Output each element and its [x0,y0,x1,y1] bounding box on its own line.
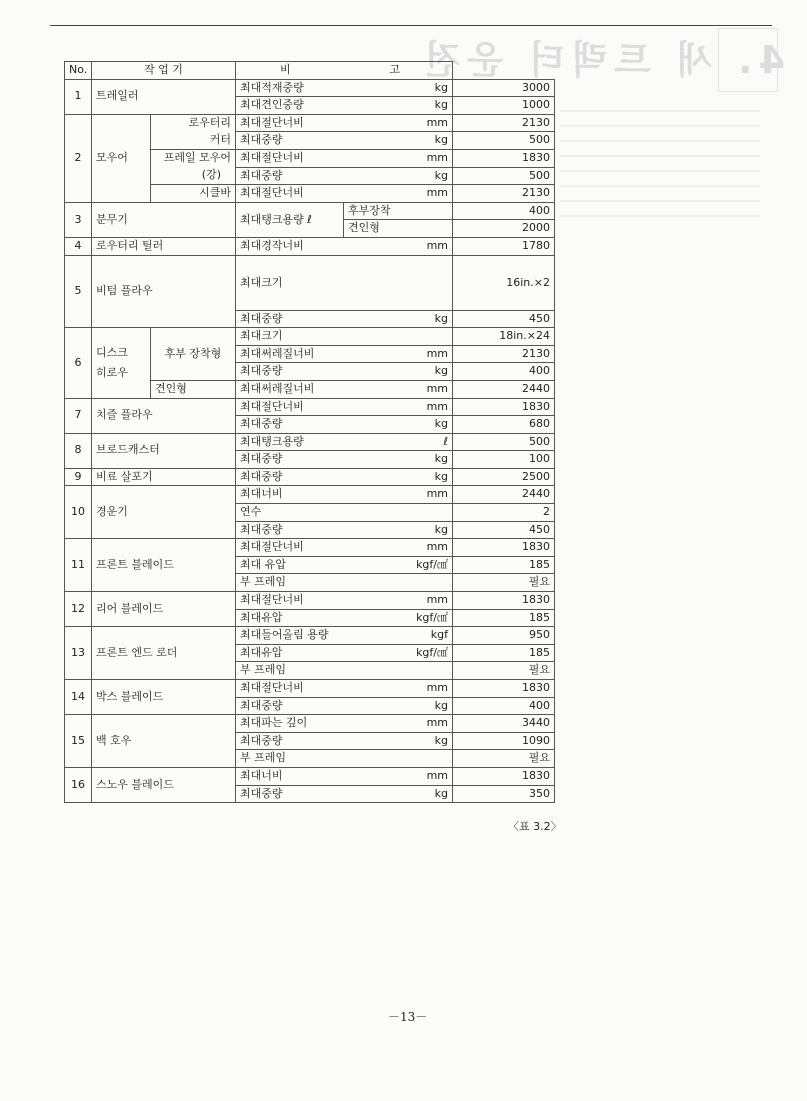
row-value: 2130 [453,114,555,132]
row-value: 450 [453,310,555,328]
row-value: 185 [453,609,555,627]
row-sub: 후부 장착형 [151,328,236,381]
row-name: 프론트 엔드 로더 [92,627,236,680]
row-name: 스노우 블레이드 [92,767,236,802]
row-sub: 프레일 모우어 [151,149,236,167]
header-remark: 비 고 [236,62,453,80]
table-row [65,237,555,255]
row-spec: 최대중량 kg [236,697,453,715]
row-value: 400 [453,697,555,715]
row-name: 모우어 [92,114,151,202]
row-spec: 최대중량 kg [236,132,453,150]
row-spec: 최대절단너비 mm [236,680,453,698]
header-no: No. [65,62,92,80]
row-value: 500 [453,433,555,451]
row-sub: 견인형 [344,220,453,238]
row-sub: (강) [151,167,236,185]
row-spec: 최대중량 kg [236,416,453,434]
table-row [65,539,555,557]
table-caption: 〈표 3.2〉 [508,820,562,833]
row-number: 15 [65,715,92,768]
row-spec: 최대파는 깊이 mm [236,715,453,733]
row-spec: 최대너비 mm [236,486,453,504]
table-row [65,398,555,416]
row-value: 1830 [453,539,555,557]
row-number: 9 [65,468,92,486]
row-number: 6 [65,328,92,398]
table-row [65,680,555,698]
row-value: 1830 [453,680,555,698]
row-spec: 최대절단너비 mm [236,592,453,610]
row-value: 400 [453,363,555,381]
row-value: 2130 [453,345,555,363]
row-spec: 최대중량 kg [236,363,453,381]
row-spec: 최대중량 kg [236,451,453,469]
row-spec: 최대중량 kg [236,785,453,803]
row-value: 500 [453,167,555,185]
row-name: 로우터리 틸러 [92,237,236,255]
row-spec: 최대들어올림 용량 kgf [236,627,453,645]
row-number: 8 [65,433,92,468]
row-spec: 최대절단너비 mm [236,114,453,132]
bleed-through-heading: 4. 새 트랙터 운전 [418,38,785,82]
row-spec: 최대크기 [236,255,453,310]
row-spec: 최대중량 kg [236,310,453,328]
row-sub: 로우터리 [151,114,236,132]
row-number: 7 [65,398,92,433]
table-row [65,627,555,645]
row-spec: 연수 [236,504,453,522]
row-name: 프론트 블레이드 [92,539,236,592]
row-name: 비료 살포기 [92,468,236,486]
row-number: 11 [65,539,92,592]
row-value: 필요 [453,662,555,680]
row-spec: 최대중량 kg [236,732,453,750]
row-spec: 최대유압 kgf/㎠ [236,609,453,627]
row-sub: 커터 [151,132,236,150]
table-header [65,62,555,80]
table-row [65,255,555,310]
row-number: 14 [65,680,92,715]
row-name: 경운기 [92,486,236,539]
row-value: 1000 [453,97,555,115]
row-spec: 최대견인중량 kg [236,97,453,115]
table-row [65,715,555,733]
row-spec: 부 프레임 [236,574,453,592]
row-name: 백 호우 [92,715,236,768]
row-value: 2 [453,504,555,522]
table-row [65,114,555,132]
row-value: 2440 [453,380,555,398]
row-value: 1830 [453,592,555,610]
row-sub: 견인형 [151,380,236,398]
row-number: 13 [65,627,92,680]
row-value: 185 [453,556,555,574]
row-spec: 최대중량 kg [236,521,453,539]
row-spec: 최대탱크용량 ℓ [236,202,344,237]
row-spec: 최대유압 kgf/㎠ [236,644,453,662]
row-spec: 최대절단너비 mm [236,185,453,203]
row-number: 3 [65,202,92,237]
row-spec: 최대 유압 kgf/㎠ [236,556,453,574]
row-value: 1830 [453,149,555,167]
table-row [65,486,555,504]
row-value: 450 [453,521,555,539]
row-number: 10 [65,486,92,539]
row-spec: 최대절단너비 mm [236,539,453,557]
row-value: 16in.×2 [453,255,555,310]
row-name: 치즐 플라우 [92,398,236,433]
spec-table [64,61,555,803]
table-row [65,592,555,610]
table-row [65,202,555,220]
header-work: 작 업 기 [92,62,236,80]
row-spec: 부 프레임 [236,750,453,768]
row-value: 3440 [453,715,555,733]
row-value: 2500 [453,468,555,486]
row-number: 1 [65,79,92,114]
top-rule [50,25,772,26]
row-number: 5 [65,255,92,328]
row-value: 18in.×24 [453,328,555,346]
row-spec: 최대너비 mm [236,767,453,785]
row-value: 350 [453,785,555,803]
row-value: 필요 [453,750,555,768]
row-value: 950 [453,627,555,645]
row-spec: 최대크기 [236,328,453,346]
row-spec: 최대써레질너비 mm [236,345,453,363]
row-value: 100 [453,451,555,469]
table-row [65,767,555,785]
row-value: 680 [453,416,555,434]
row-value: 1780 [453,237,555,255]
row-value: 185 [453,644,555,662]
row-value: 2130 [453,185,555,203]
row-spec: 부 프레임 [236,662,453,680]
table-row [65,328,555,346]
row-name: 박스 블레이드 [92,680,236,715]
row-spec: 최대경작너비 mm [236,237,453,255]
row-spec: 최대적재중량 kg [236,79,453,97]
row-spec: 최대절단너비 mm [236,149,453,167]
row-spec: 최대중량 kg [236,167,453,185]
row-name: 분무기 [92,202,236,237]
row-value: 1090 [453,732,555,750]
row-name: 브로드캐스터 [92,433,236,468]
row-spec: 최대중량 kg [236,468,453,486]
row-value: 2440 [453,486,555,504]
row-value: 500 [453,132,555,150]
row-name: 트레일러 [92,79,236,114]
row-number: 4 [65,237,92,255]
row-name: 리어 블레이드 [92,592,236,627]
table-row [65,433,555,451]
table-row [65,79,555,97]
row-spec: 최대탱크용량 ℓ [236,433,453,451]
row-number: 2 [65,114,92,202]
row-name: 디스크 히로우 [92,328,151,398]
page-number: －13－ [388,1010,428,1024]
row-sub: 시클바 [151,185,236,203]
row-value: 1830 [453,767,555,785]
row-value: 400 [453,202,555,220]
table-row [65,468,555,486]
bleed-through-lines [560,110,760,230]
row-name: 비텀 플라우 [92,255,236,328]
row-value: 필요 [453,574,555,592]
row-number: 12 [65,592,92,627]
row-value: 3000 [453,79,555,97]
row-spec: 최대절단너비 mm [236,398,453,416]
row-number: 16 [65,767,92,802]
row-sub: 후부장착 [344,202,453,220]
row-value: 1830 [453,398,555,416]
row-value: 2000 [453,220,555,238]
row-spec: 최대써레질너비 mm [236,380,453,398]
